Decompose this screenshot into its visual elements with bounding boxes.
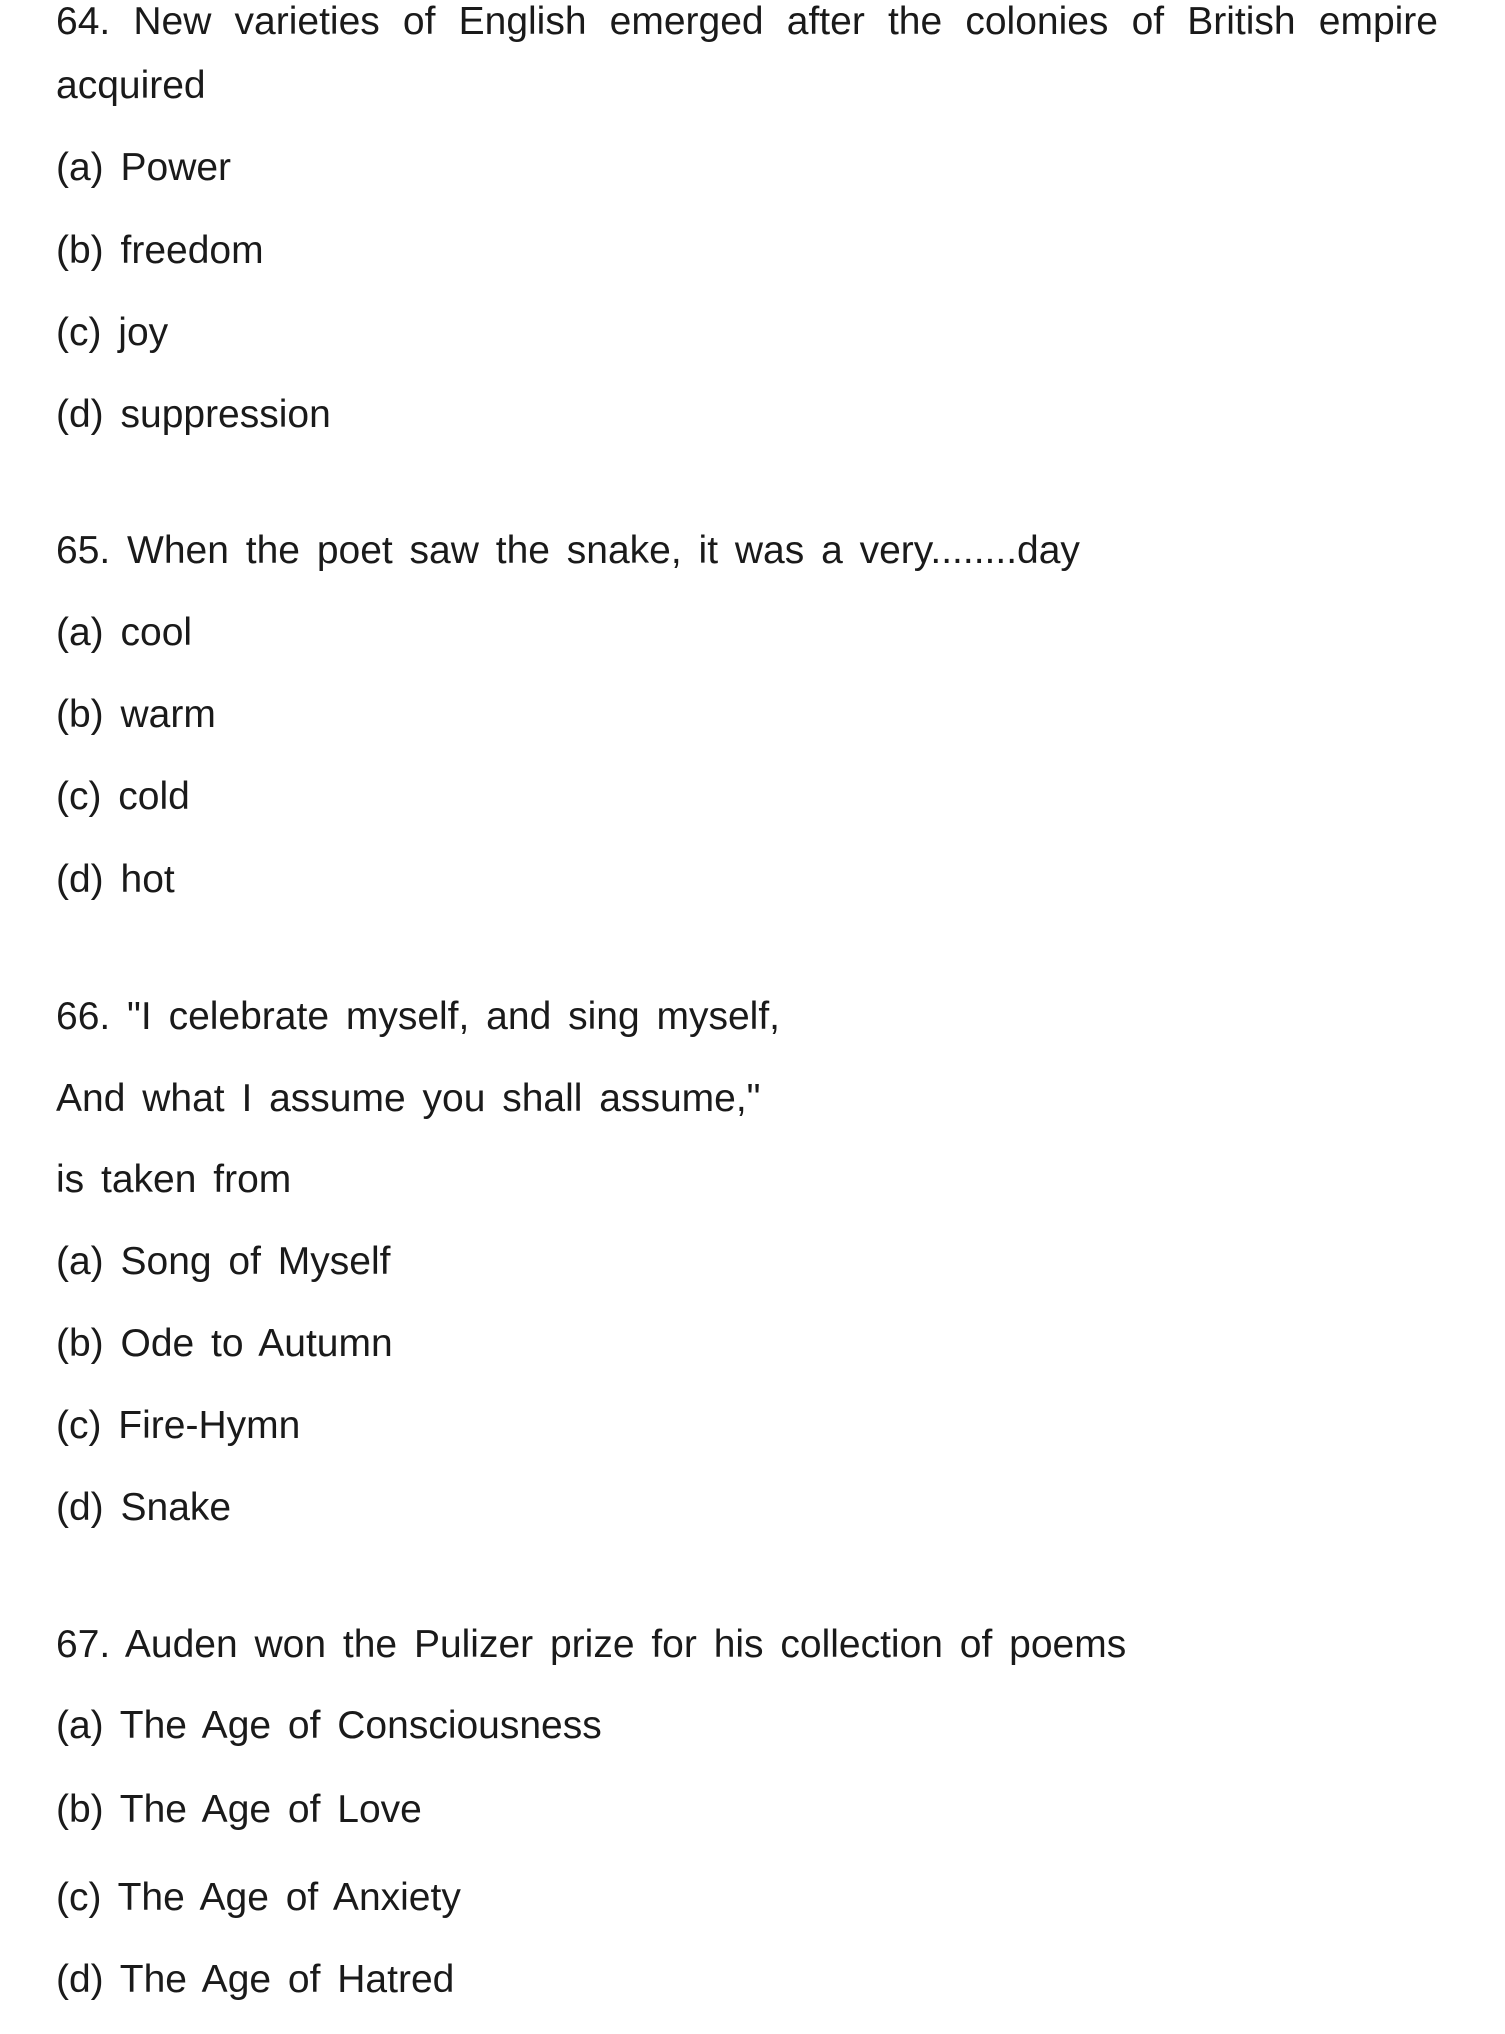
option-b: (b) freedom	[56, 229, 264, 272]
question-stem: 66. "I celebrate myself, and sing myself,	[56, 995, 780, 1038]
option-a: (a) cool	[56, 611, 193, 654]
option-c: (c) joy	[56, 311, 169, 354]
question-stem: 65. When the poet saw the snake, it was a very........day	[56, 529, 1080, 572]
option-c: (c) The Age of Anxiety	[56, 1876, 461, 1919]
question-stem: And what I assume you shall assume,"	[56, 1077, 761, 1120]
question-stem: is taken from	[56, 1158, 292, 1201]
option-d: (d) Snake	[56, 1486, 232, 1529]
option-a: (a) The Age of Consciousness	[56, 1704, 602, 1747]
option-c: (c) Fire-Hymn	[56, 1404, 301, 1447]
option-d: (d) hot	[56, 858, 175, 901]
option-b: (b) The Age of Love	[56, 1788, 422, 1831]
option-a: (a) Song of Myself	[56, 1240, 391, 1283]
option-b: (b) warm	[56, 693, 216, 736]
option-c: (c) cold	[56, 775, 190, 818]
option-b: (b) Ode to Autumn	[56, 1322, 393, 1365]
question-stem: acquired	[56, 64, 206, 107]
option-d: (d) The Age of Hatred	[56, 1958, 455, 2001]
question-stem: 67. Auden won the Pulizer prize for his collection of poems	[56, 1623, 1127, 1666]
question-stem: 64. New varieties of English emerged after the colonies of British empire	[56, 0, 1438, 43]
option-d: (d) suppression	[56, 393, 331, 436]
option-a: (a) Power	[56, 146, 232, 189]
